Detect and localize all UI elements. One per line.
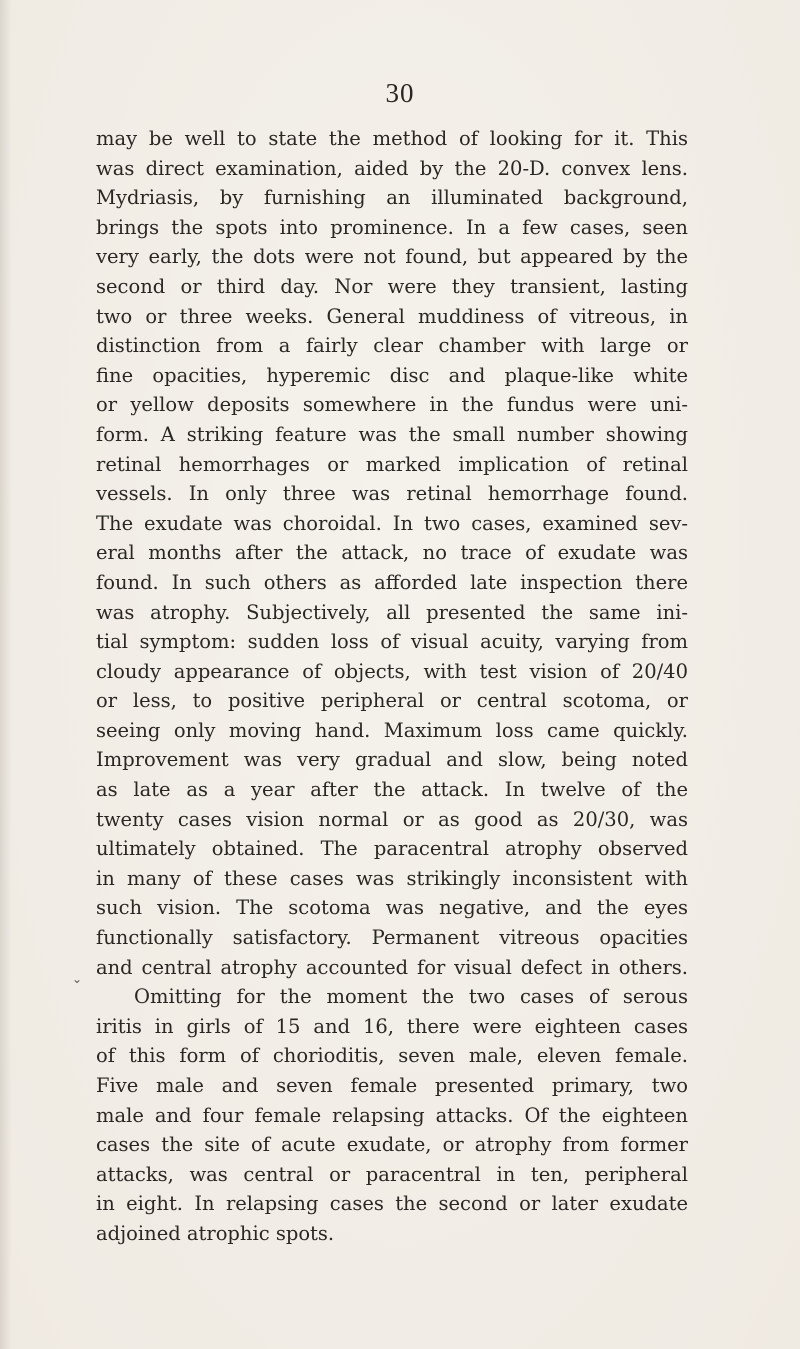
body-text <box>96 124 688 1249</box>
text-line: attacks, was central or paracentral in ten, peripheral <box>96 1162 688 1186</box>
text-line: ultimately obtained. The paracentral atrophy observed <box>96 837 688 861</box>
text-line: two or three weeks. General muddiness of vitreous, in <box>96 304 688 328</box>
text-line: fine opacities, hyperemic disc and plaque-like white <box>96 363 688 387</box>
text-line: eral months after the attack, no trace of exudate was <box>96 541 688 565</box>
text-line: vessels. In only three was retinal hemorrhage found. <box>96 482 688 506</box>
text-line: form. A striking feature was the small number showing <box>96 422 688 446</box>
text-line: such vision. The scotoma was negative, and the eyes <box>96 896 688 920</box>
text-line: may be well to state the method of looking for it. This <box>96 127 688 150</box>
text-line: second or third day. Nor were they transient, lasting <box>96 274 688 298</box>
text-line: retinal hemorrhages or marked implication of retinal <box>96 452 688 476</box>
text-line: seeing only moving hand. Maximum loss came quickly. <box>96 718 688 742</box>
text-line: was atrophy. Subjectively, all presented the same ini- <box>96 600 688 624</box>
text-line: Five male and seven female presented primary, two <box>96 1074 688 1097</box>
text-line: male and four female relapsing attacks. Of the eighteen <box>96 1103 688 1127</box>
text-line: in eight. In relapsing cases the second or later exudate <box>96 1192 688 1216</box>
text-line: tial symptom: sudden loss of visual acuity, varying from <box>96 630 688 654</box>
text-line: and central atrophy accounted for visual defect in others. <box>96 955 688 979</box>
text-line: of this form of chorioditis, seven male, eleven female. <box>96 1044 688 1068</box>
text-line: as late as a year after the attack. In twelve of the <box>96 778 688 802</box>
text-line: functionally satisfactory. Permanent vitreous opacities <box>96 926 688 950</box>
text-line: or yellow deposits somewhere in the fundus were uni- <box>96 393 688 417</box>
text-line: cases the site of acute exudate, or atrophy from former <box>96 1133 688 1157</box>
text-line: cloudy appearance of objects, with test vision of 20/40 <box>96 659 688 683</box>
paragraph-2 <box>96 982 688 1248</box>
text-line: brings the spots into prominence. In a few cases, seen <box>96 215 688 239</box>
paragraph-1 <box>96 124 688 982</box>
text-line: in many of these cases was strikingly inconsistent with <box>96 866 688 890</box>
text-line: distinction from a fairly clear chamber with large or <box>96 334 688 358</box>
text-line: was direct examination, aided by the 20-D. convex lens. <box>96 156 688 180</box>
margin-check-mark: ⌄ <box>72 972 83 986</box>
text-line: found. In such others as afforded late inspection there <box>96 570 688 594</box>
text-line: Omitting for the moment the two cases of serous <box>134 985 688 1009</box>
text-line: Mydriasis, by furnishing an illuminated background, <box>96 186 688 210</box>
text-line: twenty cases vision normal or as good as 20/30, was <box>96 807 688 831</box>
text-line: or less, to positive peripheral or central scotoma, or <box>96 689 688 713</box>
text-line: Improvement was very gradual and slow, being noted <box>96 748 688 772</box>
text-line: The exudate was choroidal. In two cases, examined sev- <box>96 511 688 535</box>
text-line: adjoined atrophic spots. <box>96 1221 335 1245</box>
text-line: iritis in girls of 15 and 16, there were eighteen cases <box>96 1014 688 1038</box>
text-line: very early, the dots were not found, but appeared by the <box>96 245 688 269</box>
page-number: 30 <box>385 78 415 108</box>
binding-shadow <box>0 0 12 1349</box>
